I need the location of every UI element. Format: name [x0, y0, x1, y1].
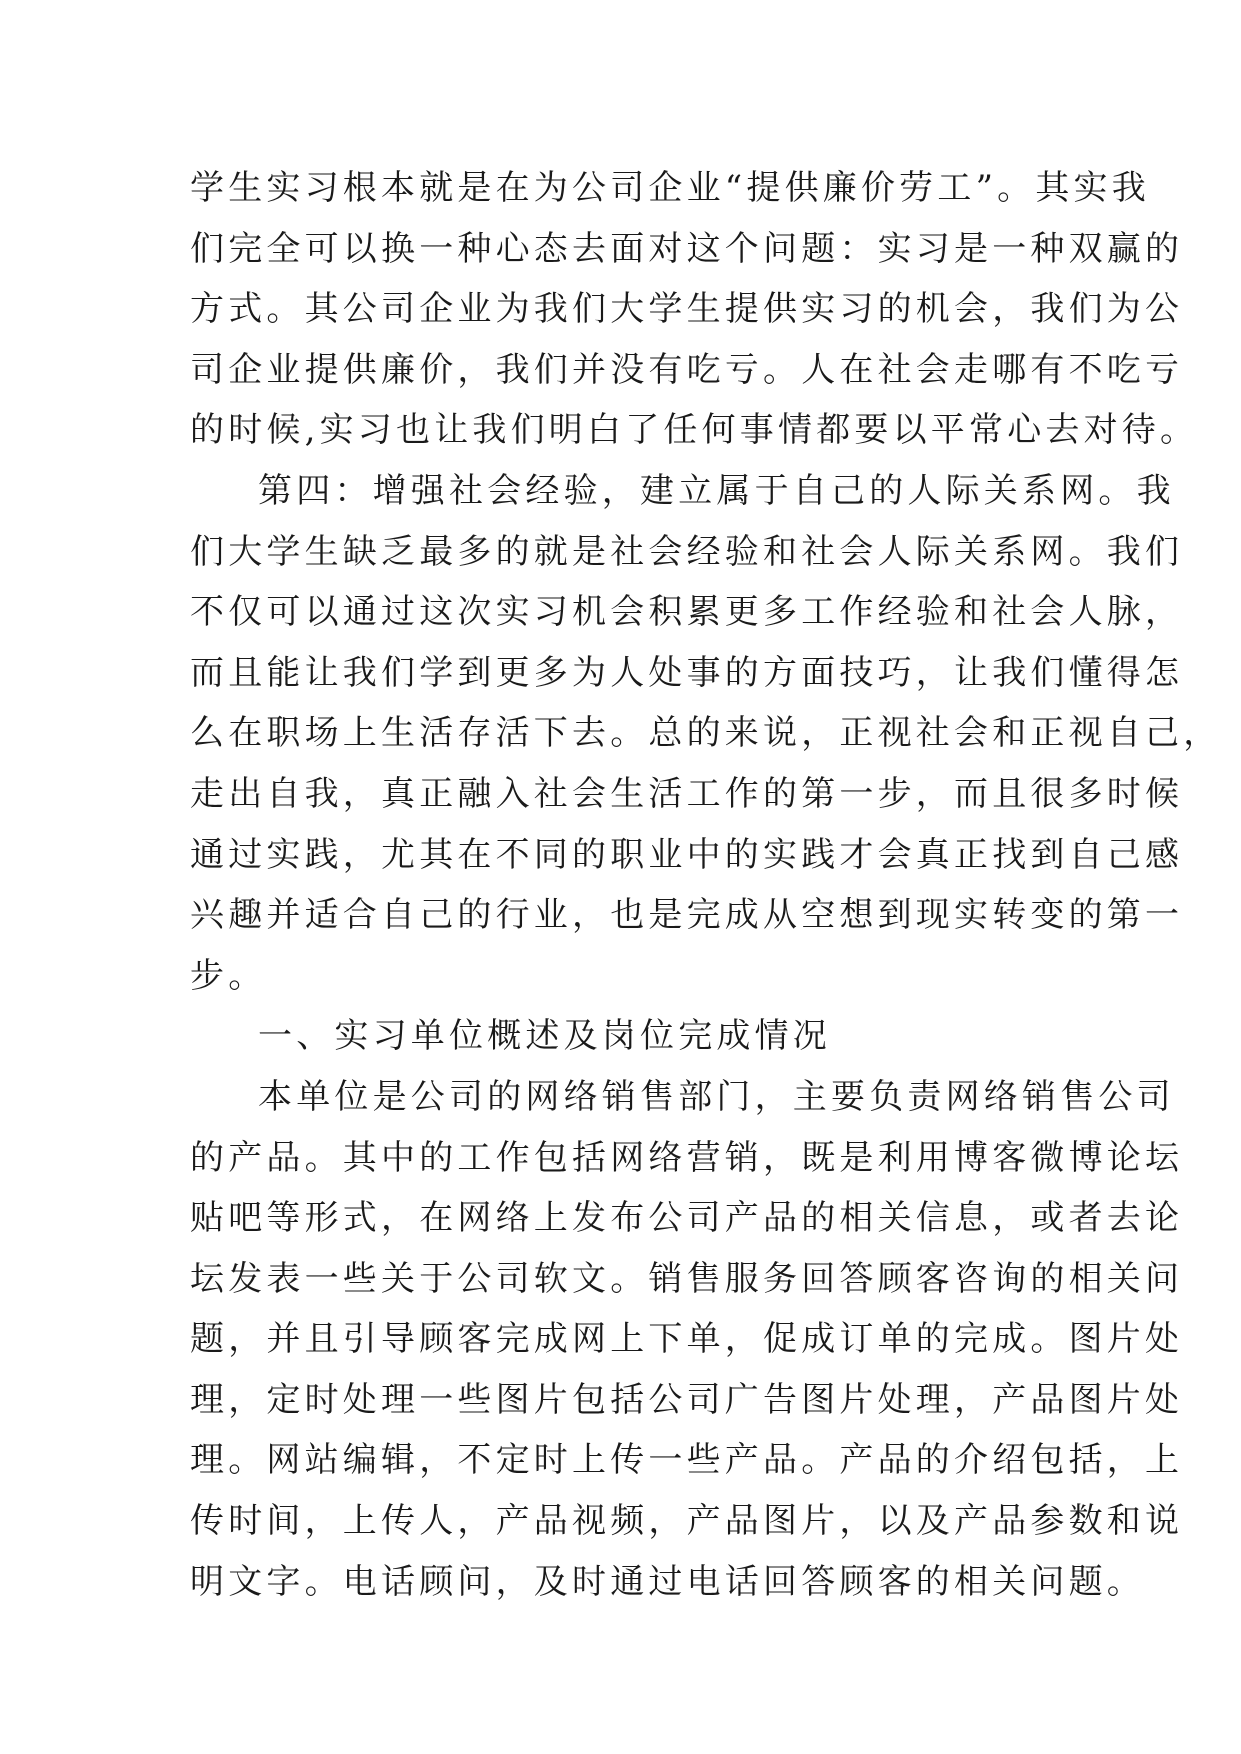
paragraph-start-line: 第四：增强社会经验，建立属于自己的人际关系网。我: [258, 470, 1175, 511]
text-line: 们完全可以换一种心态去面对这个问题：实习是一种双赢的: [190, 228, 1184, 269]
section-heading: 一、实习单位概述及岗位完成情况: [258, 1016, 831, 1057]
text-line: 坛发表一些关于公司软文。销售服务回答顾客咨询的相关问: [190, 1258, 1184, 1299]
text-line: 的产品。其中的工作包括网络营销，既是利用博客微博论坛: [190, 1137, 1184, 1178]
text-line: 步。: [190, 955, 267, 996]
text-line: 理。网站编辑，不定时上传一些产品。产品的介绍包括，上: [190, 1440, 1184, 1481]
text-line: 理，定时处理一些图片包括公司广告图片处理，产品图片处: [190, 1379, 1184, 1420]
text-line: 方式。其公司企业为我们大学生提供实习的机会，我们为公: [190, 289, 1184, 330]
text-line: 学生实习根本就是在为公司企业“提供廉价劳工”。其实我: [190, 168, 1150, 208]
text-line: 么在职场上生活存活下去。总的来说，正视社会和正视自己，: [190, 713, 1222, 754]
text-line: 明文字。电话顾问，及时通过电话回答顾客的相关问题。: [190, 1561, 1145, 1602]
text-line: 传时间，上传人，产品视频，产品图片，以及产品参数和说: [190, 1501, 1184, 1542]
text-line: 不仅可以通过这次实习机会积累更多工作经验和社会人脉，: [190, 592, 1184, 633]
text-line: 的时候,实习也让我们明白了任何事情都要以平常心去对待。: [190, 410, 1199, 451]
text-line: 们大学生缺乏最多的就是社会经验和社会人际关系网。我们: [190, 531, 1184, 572]
text-line: 而且能让我们学到更多为人处事的方面技巧，让我们懂得怎: [190, 652, 1184, 693]
text-line: 题，并且引导顾客完成网上下单，促成订单的完成。图片处: [190, 1319, 1184, 1360]
text-line: 通过实践，尤其在不同的职业中的实践才会真正找到自己感: [190, 834, 1184, 875]
document-body: [190, 158, 1222, 1612]
text-line: 司企业提供廉价，我们并没有吃亏。人在社会走哪有不吃亏: [190, 349, 1184, 390]
text-line: 兴趣并适合自己的行业，也是完成从空想到现实转变的第一: [190, 895, 1184, 936]
text-line: 走出自我，真正融入社会生活工作的第一步，而且很多时候: [190, 773, 1184, 814]
paragraph-start-line: 本单位是公司的网络销售部门，主要负责网络销售公司: [258, 1076, 1175, 1117]
text-line: 贴吧等形式，在网络上发布公司产品的相关信息，或者去论: [190, 1198, 1184, 1239]
